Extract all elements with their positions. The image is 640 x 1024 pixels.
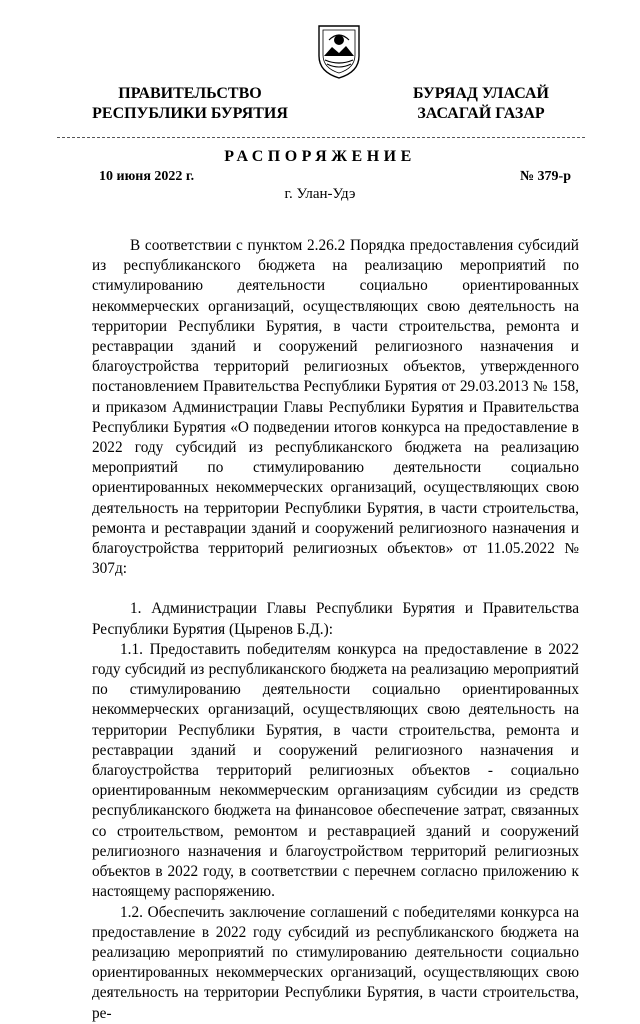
document-date: 10 июня 2022 г. — [99, 169, 195, 184]
document-city: г. Улан-Удэ — [284, 186, 356, 202]
paragraph-item-1: 1. Администрации Главы Республики Бурятия и Правительства Республики Бурятия (Цыренов Б.Д.): — [92, 600, 579, 638]
document-number: № 379-р — [519, 169, 571, 184]
header-org-right — [390, 84, 572, 124]
header-right-line2: ЗАСАГАЙ ГАЗАР — [417, 105, 545, 122]
header-right-line1: БУРЯАД УЛАСАЙ — [413, 85, 549, 102]
paragraph-item-1-2: 1.2. Обеспечить заключение соглашений с победителями конкурса на предоставление в 2022 году субсидий из республиканского бюджета на реализацию мероприятий по стимулированию деятельности социально ориентированных некоммерческих организаций, осуществляющих свою деятельность на территории Республики Бурятия, в части строительства, ре- — [92, 903, 579, 1022]
header-divider — [57, 137, 585, 138]
document-body — [92, 236, 579, 1024]
header-org-left — [90, 84, 290, 124]
document-title: РАСПОРЯЖЕНИЕ — [224, 148, 416, 165]
paragraph-intro: В соответствии с пунктом 2.26.2 Порядка предоставления субсидий из республиканского бюджета на реализацию мероприятий по стимулированию деятельности социально ориентированных некоммерческих организаций, осуществляющих свою деятельность на территории Республики Бурятия, в части строительства, ремонта и реставрации зданий и сооружений религиозного назначения и благоустройства территорий религиозных объектов, утвержденного постановлением Правительства Республики Бурятия от 29.03.2013 № 158, и приказом Администрации Главы Республики Бурятия и Правительства Республики Бурятия «О подведении итогов конкурса на предоставление в 2022 году субсидий из республиканского бюджета на реализацию мероприятий по стимулированию деятельности социально ориентированных некоммерческих организаций, осуществляющих свою деятельность на территории Республики Бурятия, в части строительства, ремонта и реставрации зданий и сооружений религиозного назначения и благоустройства территорий религиозных объектов» от 11.05.2022 № 307д: — [92, 237, 579, 578]
header-left-line2: РЕСПУБЛИКИ БУРЯТИЯ — [92, 105, 288, 122]
coat-of-arms-icon — [315, 22, 363, 80]
paragraph-item-1-1: 1.1. Предоставить победителям конкурса на предоставление в 2022 году субсидий из республиканского бюджета на реализацию мероприятий по стимулированию деятельности социально ориентированных некоммерческих организаций, осуществляющих свою деятельность на территории Республики Бурятия, в части строительства, ремонта и реставрации зданий и сооружений религиозного назначения и благоустройства территорий религиозных объектов - социально ориентированным некоммерческим организациям субсидии из средств республиканского бюджета на финансовое обеспечение затрат, связанных со строительством, ремонтом и реставрацией зданий и сооружений религиозного назначения и благоустройством территорий религиозных объектов в 2022 году, в соответствии с перечнем согласно приложению к настоящему распоряжению. — [92, 640, 579, 901]
header-left-line1: ПРАВИТЕЛЬСТВО — [118, 85, 262, 102]
